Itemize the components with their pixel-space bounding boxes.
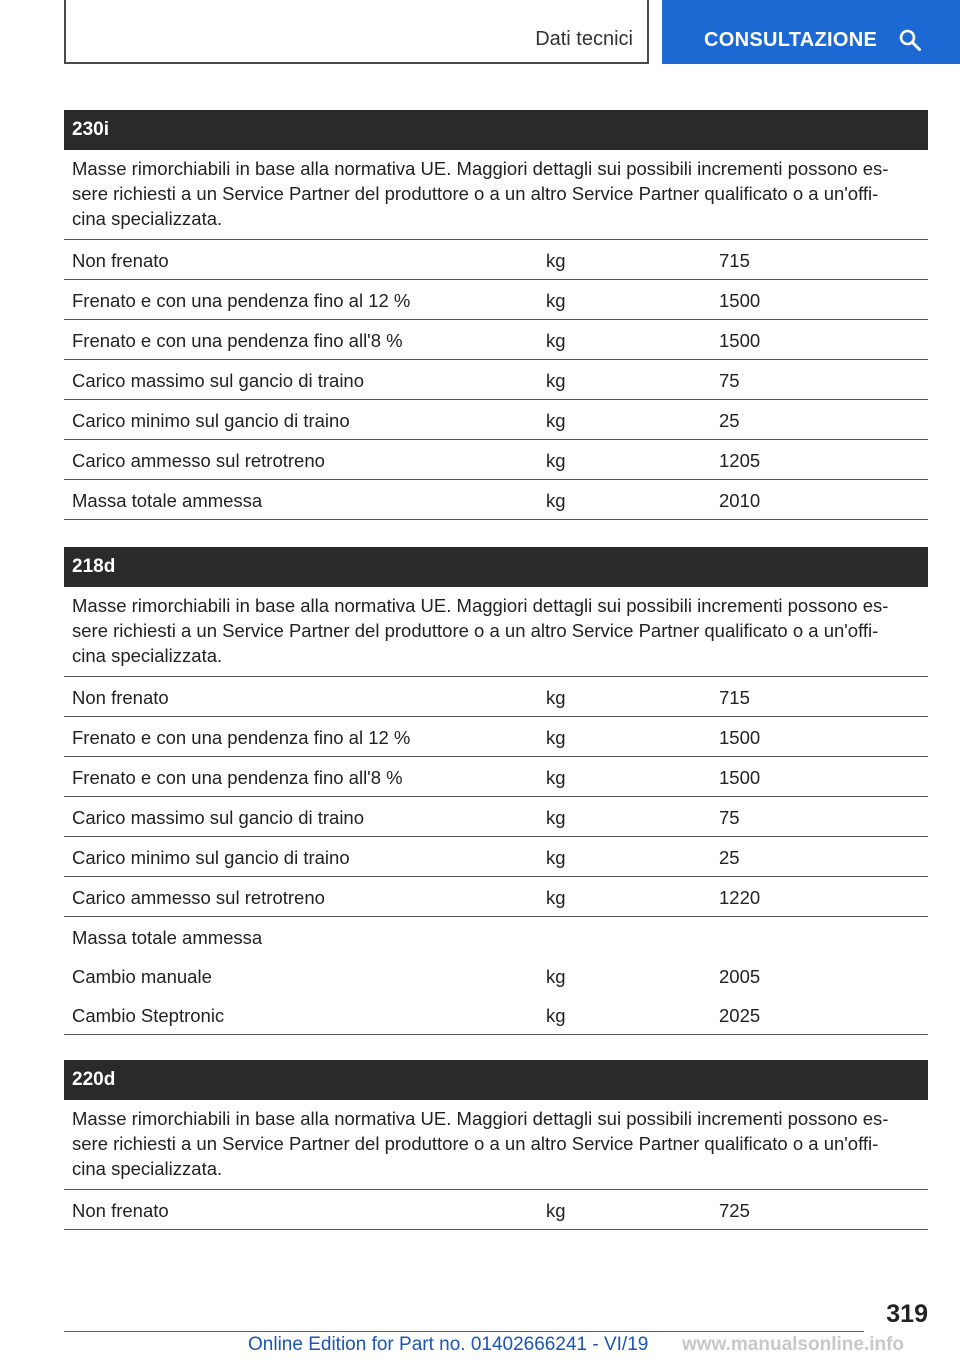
table-row [64,1190,928,1230]
consultazione-button[interactable] [662,0,960,64]
table-row [64,717,928,757]
row-value: 75 [719,807,740,828]
watermark-text: www.manualsonline.info [682,1334,905,1355]
row-label: Non frenato [72,687,169,708]
row-unit: kg [546,727,566,748]
row-value: 1500 [719,290,761,311]
row-label: Non frenato [72,1200,169,1221]
row-unit: kg [546,807,566,828]
row-value: 725 [719,1200,750,1221]
section-heading: 220d [64,1060,928,1100]
row-value: 715 [719,687,750,708]
section-description [64,150,928,240]
row-label: Carico minimo sul gancio di traino [72,847,350,868]
desc-line: sere richiesti a un Service Partner del produttore o a un altro Service Partner qualificato o a un'offi- [72,1133,879,1154]
row-value: 1500 [719,330,761,351]
table-row [64,360,928,400]
table-row [64,956,928,995]
row-unit: kg [546,290,566,311]
table-row [64,677,928,717]
desc-line: Masse rimorchiabili in base alla normativa UE. Maggiori dettagli sui possibili incrementi possono es- [72,1108,889,1129]
desc-line: cina specializzata. [72,645,223,666]
desc-line: Masse rimorchiabili in base alla normativa UE. Maggiori dettagli sui possibili incrementi possono es- [72,595,889,616]
row-unit: kg [546,370,566,391]
desc-line: sere richiesti a un Service Partner del produttore o a un altro Service Partner qualificato o a un'offi- [72,183,879,204]
table-row [64,837,928,877]
footer-divider [64,1331,864,1332]
row-unit: kg [546,847,566,868]
section-description [64,1100,928,1190]
row-unit: kg [546,1200,566,1221]
consultazione-label: CONSULTAZIONE [704,29,878,51]
desc-line: sere richiesti a un Service Partner del produttore o a un altro Service Partner qualificato o a un'offi- [72,620,879,641]
row-label: Carico massimo sul gancio di traino [72,807,365,828]
header-title-box [64,0,649,64]
row-value: 25 [719,847,740,868]
table-row [64,995,928,1035]
table-row [64,917,928,956]
row-label: Massa totale ammessa [72,490,263,511]
row-label: Non frenato [72,250,169,271]
row-unit: kg [546,767,566,788]
row-value: 2005 [719,966,761,987]
section-230i [64,110,928,520]
row-unit: kg [546,410,566,431]
row-value: 1205 [719,450,761,471]
table-row [64,320,928,360]
table-row [64,280,928,320]
row-value: 1500 [719,727,761,748]
row-unit: kg [546,966,566,987]
row-label: Carico minimo sul gancio di traino [72,410,350,431]
search-icon [898,28,922,52]
row-label: Frenato e con una pendenza fino al 12 % [72,290,411,311]
row-label: Cambio manuale [72,966,212,987]
row-label: Frenato e con una pendenza fino al 12 % [72,727,411,748]
desc-line: Masse rimorchiabili in base alla normativa UE. Maggiori dettagli sui possibili incrementi possono es- [72,158,889,179]
edition-text: Online Edition for Part no. 01402666241 - VI/19 [248,1334,649,1355]
row-label: Carico massimo sul gancio di traino [72,370,365,391]
desc-line: cina specializzata. [72,1158,223,1179]
table-row [64,877,928,917]
row-label: Frenato e con una pendenza fino all'8 % [72,767,403,788]
row-unit: kg [546,887,566,908]
section-heading: 230i [64,110,928,150]
desc-line: cina specializzata. [72,208,223,229]
row-label: Carico ammesso sul retrotreno [72,450,325,471]
row-label: Cambio Steptronic [72,1005,225,1026]
section-title: Dati tecnici [535,28,633,50]
section-220d [64,1060,928,1230]
page-number: 319 [886,1300,928,1328]
row-value: 715 [719,250,750,271]
row-unit: kg [546,450,566,471]
row-label: Carico ammesso sul retrotreno [72,887,325,908]
row-unit: kg [546,250,566,271]
table-row [64,240,928,280]
table-row [64,797,928,837]
section-218d [64,547,928,1035]
row-label: Frenato e con una pendenza fino all'8 % [72,330,403,351]
table-row [64,757,928,797]
row-unit: kg [546,330,566,351]
table-row [64,480,928,520]
section-description [64,587,928,677]
row-value: 75 [719,370,740,391]
table-row [64,400,928,440]
table-row [64,440,928,480]
row-label: Massa totale ammessa [72,927,263,948]
row-value: 25 [719,410,740,431]
row-unit: kg [546,1005,566,1026]
row-value: 1220 [719,887,761,908]
row-value: 2025 [719,1005,761,1026]
row-unit: kg [546,687,566,708]
row-value: 1500 [719,767,761,788]
row-value: 2010 [719,490,761,511]
row-unit: kg [546,490,566,511]
section-heading: 218d [64,547,928,587]
